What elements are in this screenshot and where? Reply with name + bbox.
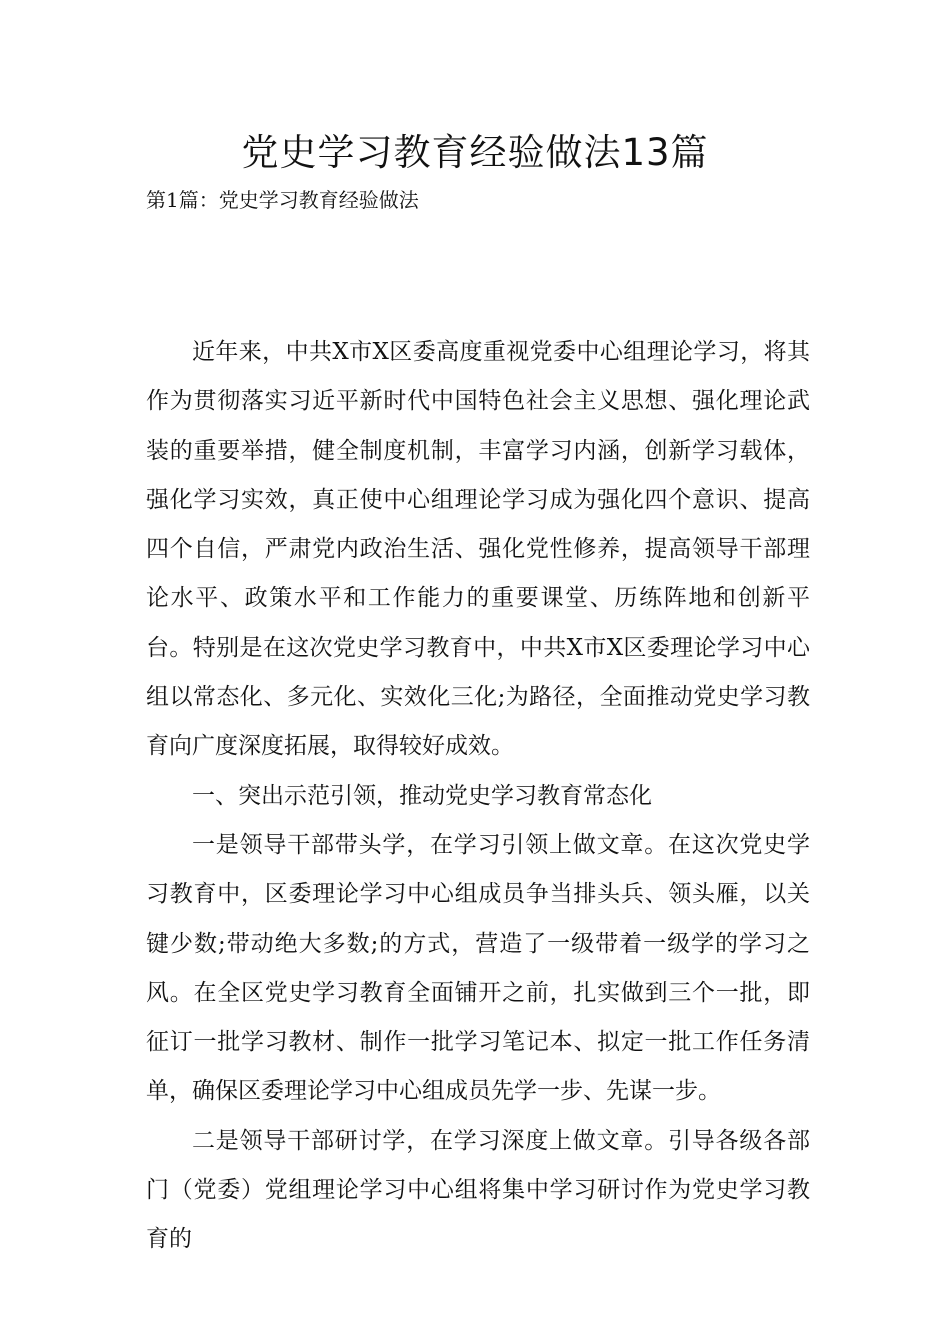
intro-paragraph: 近年来，中共X市X区委高度重视党委中心组理论学习，将其作为贯彻落实习近平新时代中国特色社会主义思想、强化理论武装的重要举措，健全制度机制，丰富学习内涵，创新学习载体，强化学习实效，真正使中心组理论学习成为强化四个意识、提高四个自信，严肃党内政治生活、强化党性修养，提高领导干部理论水平、政策水平和工作能力的重要课堂、历练阵地和创新平台。特别是在这次党史学习教育中，中共X市X区委理论学习中心组以常态化、多元化、实效化三化;为路径，全面推动党史学习教育向广度深度拓展，取得较好成效。 bbox=[146, 339, 810, 760]
section-heading: 一、突出示范引领，推动党史学习教育常态化 bbox=[192, 782, 652, 809]
chapter-heading: 第1篇：党史学习教育经验做法 bbox=[146, 188, 419, 212]
document-title: 党史学习教育经验做法13篇 bbox=[241, 131, 709, 174]
body-paragraph: 二是领导干部研讨学，在学习深度上做文章。引导各级各部门（党委）党组理论学习中心组将集中学习研讨作为党史学习教育的 bbox=[146, 1127, 810, 1253]
body-paragraph: 一是领导干部带头学，在学习引领上做文章。在这次党史学习教育中，区委理论学习中心组成员争当排头兵、领头雁，以关键少数;带动绝大多数;的方式，营造了一级带着一级学的学习之风。在全区党史学习教育全面铺开之前，扎实做到三个一批，即征订一批学习教材、制作一批学习笔记本、拟定一批工作任务清单，确保区委理论学习中心组成员先学一步、先谋一步。 bbox=[146, 831, 810, 1105]
document-body bbox=[146, 328, 810, 1265]
